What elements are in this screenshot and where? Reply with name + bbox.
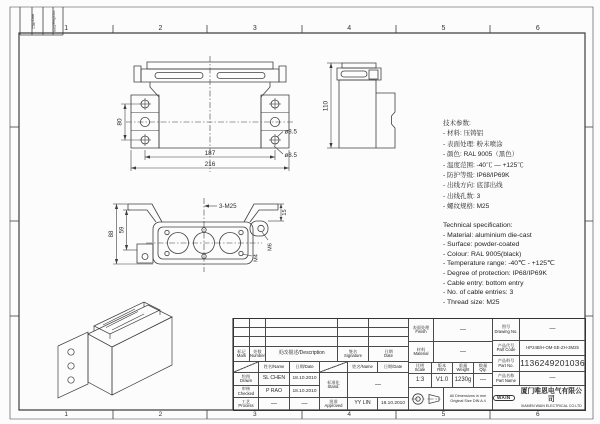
qty-header: 数量 Qty.	[473, 362, 493, 374]
approved-date: 18.10.2010	[377, 397, 409, 411]
zone-label: 4	[347, 411, 351, 418]
weight-header: 重量 Weight	[452, 362, 474, 374]
part-code-value: HP24B/H-OM-SE-ZH-3M25	[519, 340, 586, 356]
dim-88: 88	[109, 230, 115, 238]
drawn-date: 18.10.2010	[289, 372, 320, 386]
spec-en-item: - Colour: RAL 9005(black)	[443, 250, 522, 258]
finish-label: 表面处理 Finish	[408, 318, 434, 342]
drawn-name: SL CHEN	[258, 372, 290, 386]
drawn-label: 绘图 Drawn	[233, 372, 259, 386]
label-M4: M4	[253, 254, 260, 262]
company-name-en: XIAMEN WAIN ELECTRICAL CO.LTD	[520, 403, 582, 408]
checked-date: 18.10.2010	[289, 385, 320, 398]
weight-value: 1230g	[452, 373, 474, 388]
label-M6: M6	[267, 243, 274, 251]
rev-value: V1.0	[431, 373, 453, 388]
rev-col-signature: 签名 Signature	[337, 346, 369, 362]
zone-label: 2	[158, 25, 163, 32]
spec-zh-item: - 螺纹规格: M25	[443, 203, 490, 211]
stamp-rev-label: 更改/Reg.Doc.	[52, 9, 56, 33]
scale-header: 比例 Scale	[408, 362, 432, 374]
projection-symbol-graphic	[411, 391, 441, 407]
checked-name: P RAO	[258, 385, 290, 398]
zone-numbers-top	[19, 19, 585, 32]
company-name-zh: 厦门唯恩电气有限公司	[520, 388, 582, 403]
spec-en-item: - Surface: powder-coated	[443, 241, 520, 249]
material-value: —	[433, 341, 493, 363]
rev-header: 版本 REV.	[431, 362, 453, 374]
spec-en-item: - Degree of protection: IP68/IP69K	[443, 269, 547, 277]
drawing-no-label: 图号 Drawing No.	[492, 318, 520, 341]
callout-hole-top: ø8.5	[284, 128, 297, 136]
company-cell	[492, 385, 586, 411]
spec-en-item: - Material: aluminium die-cast	[443, 231, 532, 239]
scale-value: 1:3	[408, 373, 432, 388]
dim-110: 110	[322, 100, 330, 112]
approved-name: YY LIN	[347, 397, 378, 411]
zone-label: 6	[535, 25, 540, 32]
spec-zh-item: - 表面处理: 粉末喷涂	[443, 140, 503, 148]
spec-en-item: - Cable entry: bottom entry	[443, 279, 524, 287]
date-header: 日期/Date	[377, 361, 409, 373]
dim-80: 80	[116, 118, 124, 126]
spec-zh-item: - 出线孔数: 3	[443, 192, 481, 200]
rev-col-date: 日期 Date	[368, 346, 409, 362]
spec-en-item: - Temperature range: -40℃ - +125℃	[443, 260, 555, 268]
tech-spec-english	[443, 221, 591, 307]
zone-label: 5	[441, 411, 446, 418]
zone-label: 4	[347, 25, 352, 32]
date-header: 日期/Date	[289, 361, 320, 373]
zone-label: 5	[441, 25, 446, 32]
spec-en-item: - No. of cable entries: 3	[443, 289, 514, 297]
stamp-date-label: 日期/Date	[31, 13, 35, 29]
spec-en-item: - Thread size: M25	[443, 298, 500, 306]
material-label: 材料 Material	[408, 341, 434, 363]
dim-15: 15	[282, 209, 288, 216]
approved-label: 批准 Approved	[319, 397, 348, 411]
dimensions-note: All Dimensions in mm Original Size DIN A 4	[443, 387, 493, 411]
front-view	[117, 56, 298, 172]
name-header: 姓名/Name	[258, 361, 290, 373]
rev-col-description: 更改描述/Description	[265, 346, 338, 362]
standard-label: 标准化 Stand.	[319, 372, 348, 398]
dim-59: 59	[119, 226, 126, 234]
process-name: —	[258, 397, 290, 411]
drawing-no-value: —	[519, 318, 586, 341]
name-header: 姓名/Name	[347, 361, 378, 373]
spec-zh-item: - 温度范围: -40℃ — +125℃	[443, 161, 524, 169]
checked-label: 审核 Checked	[233, 385, 259, 398]
rev-col-mark: 标记 Mark	[233, 346, 250, 362]
zone-label: 1	[64, 25, 69, 32]
spec-zh-item: - 防护等级: IP68/IP69K	[443, 172, 510, 180]
dim-216: 216	[204, 161, 216, 168]
spec-zh-item: - 颜色: RAL 9005（黑色）	[443, 151, 519, 159]
part-no-label: 产品料号 Part No.	[492, 355, 520, 372]
dim-187: 187	[204, 150, 216, 157]
zone-label: 3	[253, 411, 257, 418]
wain-logo: WAIN	[493, 395, 515, 402]
zone-label: 3	[252, 25, 257, 32]
zone-numbers-bottom	[19, 410, 585, 419]
part-code-label: 产品代号 Part Code	[492, 340, 520, 356]
spec-zh-title: 技术参数:	[443, 120, 471, 127]
part-no-value: 1136249201036	[519, 355, 586, 372]
spec-zh-item: - 材料: 压铸铝	[443, 130, 484, 138]
bottom-view	[109, 198, 288, 272]
first-angle-projection-icon	[408, 387, 444, 411]
side-view	[323, 63, 396, 148]
zone-label: 6	[535, 411, 540, 418]
isometric-view	[58, 302, 172, 398]
standard-value: —	[347, 372, 409, 398]
spec-zh-item: - 出线方向: 底部出线	[443, 182, 503, 190]
zone-label: 2	[158, 411, 163, 418]
process-label: 工艺 Process	[233, 397, 259, 411]
callout-hole-bottom: ø8.5	[284, 152, 297, 159]
zone-label: 1	[64, 411, 68, 418]
rev-col-number: 处数 Number	[249, 346, 266, 362]
part-name-value: —	[519, 371, 586, 386]
tech-spec-chinese	[443, 119, 588, 213]
process-date: —	[289, 397, 320, 411]
callout-3-M25: 3-M25	[219, 203, 237, 210]
qty-value: —	[473, 373, 493, 388]
part-name-label: 产品名称 Part Name	[492, 371, 520, 386]
spec-en-title: Technical specification:	[443, 222, 513, 229]
finish-value: —	[433, 318, 493, 342]
